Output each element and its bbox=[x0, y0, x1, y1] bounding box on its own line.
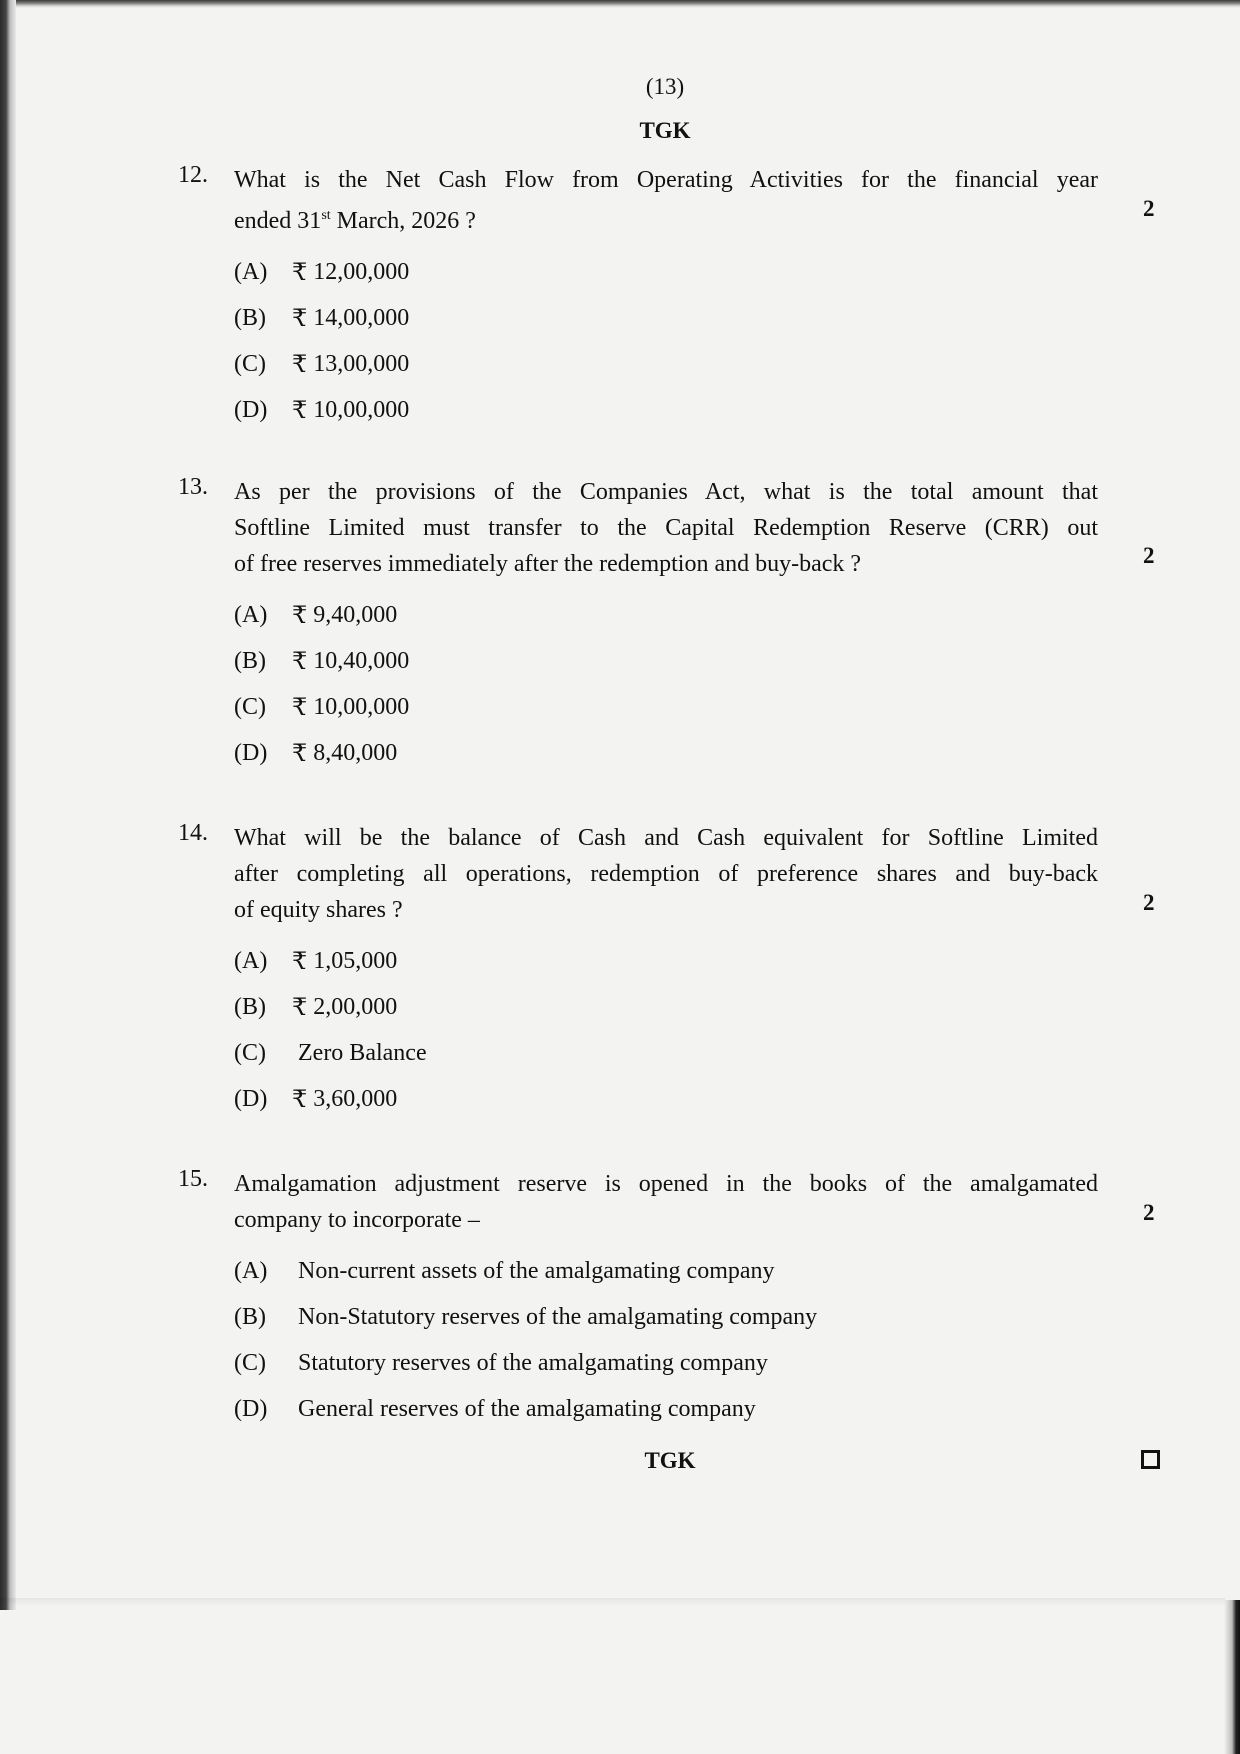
rupee-symbol: ₹ bbox=[292, 648, 308, 675]
options-list bbox=[234, 592, 1098, 776]
option-text: Zero Balance bbox=[298, 1039, 427, 1066]
option-b[interactable] bbox=[234, 984, 1098, 1030]
question-15 bbox=[178, 1166, 1098, 1432]
option-b[interactable] bbox=[234, 295, 1098, 341]
option-text: 8,40,000 bbox=[313, 739, 398, 766]
option-label: (B) bbox=[234, 1303, 266, 1330]
option-text: Non-current assets of the amalgamating company bbox=[298, 1257, 775, 1284]
question-line: company to incorporate – bbox=[234, 1207, 480, 1233]
option-c[interactable] bbox=[234, 684, 1098, 730]
option-b[interactable] bbox=[234, 638, 1098, 684]
question-text bbox=[234, 1166, 1098, 1238]
option-label: (C) bbox=[234, 350, 266, 377]
option-text: 14,00,000 bbox=[313, 304, 410, 331]
option-label: (A) bbox=[234, 258, 268, 285]
rupee-symbol: ₹ bbox=[292, 351, 308, 378]
question-text bbox=[234, 820, 1098, 928]
option-a[interactable] bbox=[234, 249, 1098, 295]
marks-q12: 2 bbox=[1143, 196, 1155, 221]
options-list bbox=[234, 938, 1098, 1122]
question-line: of equity shares ? bbox=[234, 897, 403, 923]
options-list bbox=[234, 249, 1098, 433]
question-line bbox=[234, 198, 1098, 239]
option-b[interactable] bbox=[234, 1294, 1098, 1340]
rupee-symbol: ₹ bbox=[292, 602, 308, 629]
question-number: 13. bbox=[178, 474, 208, 500]
option-c[interactable] bbox=[234, 1030, 1098, 1076]
header-code: TGK bbox=[639, 118, 691, 143]
option-text: 1,05,000 bbox=[313, 947, 398, 974]
option-text: 9,40,000 bbox=[313, 601, 398, 628]
option-text: General reserves of the amalgamating company bbox=[298, 1395, 756, 1422]
options-list bbox=[234, 1248, 1098, 1432]
option-text: 10,00,000 bbox=[313, 693, 410, 720]
ordinal-date: ended 31st March, 2026 ? bbox=[234, 208, 476, 234]
option-text: 13,00,000 bbox=[313, 350, 410, 377]
question-14 bbox=[178, 820, 1098, 1122]
marks-q13: 2 bbox=[1143, 543, 1155, 568]
rupee-symbol: ₹ bbox=[292, 948, 308, 975]
option-text: 12,00,000 bbox=[313, 258, 410, 285]
page-number: (13) bbox=[645, 74, 685, 99]
option-c[interactable] bbox=[234, 1340, 1098, 1386]
option-label: (A) bbox=[234, 947, 268, 974]
option-a[interactable] bbox=[234, 938, 1098, 984]
rupee-symbol: ₹ bbox=[292, 259, 308, 286]
question-line: after completing all operations, redemption of preference shares and buy-back bbox=[234, 861, 1098, 887]
rupee-symbol: ₹ bbox=[292, 1086, 308, 1113]
question-line: What is the Net Cash Flow from Operating Activities for the financial year bbox=[234, 167, 1098, 193]
page-bottom-edge bbox=[0, 1598, 1225, 1606]
question-line: What will be the balance of Cash and Cash equivalent for Softline Limited bbox=[234, 825, 1098, 851]
question-12 bbox=[178, 162, 1098, 433]
scan-edge-top bbox=[0, 0, 1240, 8]
question-line: Amalgamation adjustment reserve is opened in the books of the amalgamated bbox=[234, 1171, 1098, 1197]
scan-edge-right bbox=[1224, 1600, 1240, 1754]
option-label: (C) bbox=[234, 1039, 266, 1066]
option-d[interactable] bbox=[234, 1386, 1098, 1432]
question-text bbox=[234, 162, 1098, 239]
option-label: (A) bbox=[234, 601, 268, 628]
option-text: Non-Statutory reserves of the amalgamating company bbox=[298, 1303, 818, 1330]
question-line: of free reserves immediately after the redemption and buy-back ? bbox=[234, 551, 862, 577]
option-d[interactable] bbox=[234, 1076, 1098, 1122]
question-number: 14. bbox=[178, 820, 208, 846]
option-d[interactable] bbox=[234, 387, 1098, 433]
marks-q15: 2 bbox=[1143, 1200, 1155, 1225]
option-text: 10,40,000 bbox=[313, 647, 410, 674]
option-label: (C) bbox=[234, 693, 266, 720]
option-d[interactable] bbox=[234, 730, 1098, 776]
option-c[interactable] bbox=[234, 341, 1098, 387]
option-text: 2,00,000 bbox=[313, 993, 398, 1020]
option-label: (D) bbox=[234, 739, 268, 766]
question-13 bbox=[178, 474, 1098, 776]
rupee-symbol: ₹ bbox=[292, 397, 308, 424]
option-label: (B) bbox=[234, 647, 266, 674]
marks-q14: 2 bbox=[1143, 890, 1155, 915]
option-label: (D) bbox=[234, 1395, 268, 1422]
rupee-symbol: ₹ bbox=[292, 694, 308, 721]
option-label: (D) bbox=[234, 1085, 268, 1112]
footer-code: TGK bbox=[644, 1448, 696, 1473]
question-number: 12. bbox=[178, 162, 208, 188]
option-label: (A) bbox=[234, 1257, 268, 1284]
option-a[interactable] bbox=[234, 592, 1098, 638]
option-text: 3,60,000 bbox=[313, 1085, 398, 1112]
square-box-icon bbox=[1141, 1450, 1160, 1469]
question-number: 15. bbox=[178, 1166, 208, 1192]
option-a[interactable] bbox=[234, 1248, 1098, 1294]
question-line: As per the provisions of the Companies Act, what is the total amount that bbox=[234, 479, 1098, 505]
scan-edge-left bbox=[0, 0, 16, 1610]
question-text bbox=[234, 474, 1098, 582]
option-text: 10,00,000 bbox=[313, 396, 410, 423]
option-label: (B) bbox=[234, 993, 266, 1020]
rupee-symbol: ₹ bbox=[292, 305, 308, 332]
rupee-symbol: ₹ bbox=[292, 994, 308, 1021]
option-label: (B) bbox=[234, 304, 266, 331]
rupee-symbol: ₹ bbox=[292, 740, 308, 767]
option-label: (D) bbox=[234, 396, 268, 423]
option-label: (C) bbox=[234, 1349, 266, 1376]
option-text: Statutory reserves of the amalgamating company bbox=[298, 1349, 768, 1376]
question-line: Softline Limited must transfer to the Capital Redemption Reserve (CRR) out bbox=[234, 515, 1098, 541]
